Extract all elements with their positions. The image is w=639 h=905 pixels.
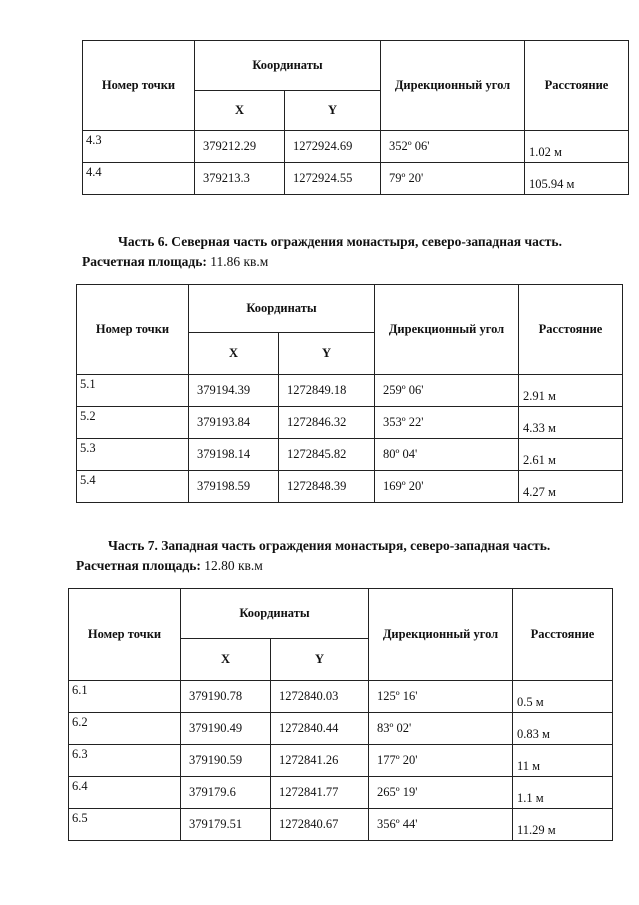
table-row <box>77 471 623 503</box>
cell-distance: 2.91 м <box>519 375 623 407</box>
header-x: X <box>195 91 285 131</box>
cell-y: 1272841.77 <box>271 777 369 809</box>
cell-distance: 11 м <box>513 745 613 777</box>
table-row <box>69 681 613 713</box>
cell-angle: 265º 19' <box>369 777 513 809</box>
cell-point: 5.2 <box>77 407 189 439</box>
header-y: Y <box>271 639 369 681</box>
area-label: Расчетная площадь: <box>82 254 207 269</box>
table-body <box>77 375 623 503</box>
header-distance: Расстояние <box>519 285 623 375</box>
cell-distance: 105.94 м <box>525 163 629 195</box>
cell-angle: 79º 20' <box>381 163 525 195</box>
part7-area <box>76 558 550 574</box>
table-row <box>83 131 629 163</box>
part6-area <box>82 254 562 270</box>
header-coords: Координаты <box>189 285 375 333</box>
cell-x: 379190.78 <box>181 681 271 713</box>
cell-x: 379179.6 <box>181 777 271 809</box>
table-row <box>77 439 623 471</box>
cell-x: 379212.29 <box>195 131 285 163</box>
cell-x: 379179.51 <box>181 809 271 841</box>
coordinates-table-part7 <box>68 588 613 841</box>
table-section-part5 <box>82 40 629 195</box>
cell-point: 6.3 <box>69 745 181 777</box>
table-body <box>83 131 629 195</box>
table-row <box>77 407 623 439</box>
header-point: Номер точки <box>83 41 195 131</box>
cell-distance: 11.29 м <box>513 809 613 841</box>
cell-y: 1272849.18 <box>279 375 375 407</box>
cell-angle: 125º 16' <box>369 681 513 713</box>
table-row <box>69 777 613 809</box>
cell-angle: 80º 04' <box>375 439 519 471</box>
area-value: 11.86 кв.м <box>210 254 269 269</box>
cell-point: 6.5 <box>69 809 181 841</box>
cell-y: 1272841.26 <box>271 745 369 777</box>
cell-point: 6.4 <box>69 777 181 809</box>
cell-point: 5.3 <box>77 439 189 471</box>
cell-distance: 0.5 м <box>513 681 613 713</box>
cell-x: 379198.59 <box>189 471 279 503</box>
cell-angle: 356º 44' <box>369 809 513 841</box>
table-body <box>69 681 613 841</box>
cell-x: 379193.84 <box>189 407 279 439</box>
cell-angle: 353º 22' <box>375 407 519 439</box>
header-point: Номер точки <box>77 285 189 375</box>
header-y: Y <box>279 333 375 375</box>
cell-y: 1272924.69 <box>285 131 381 163</box>
cell-angle: 352º 06' <box>381 131 525 163</box>
table-row <box>83 163 629 195</box>
table-row <box>77 375 623 407</box>
header-distance: Расстояние <box>513 589 613 681</box>
cell-y: 1272846.32 <box>279 407 375 439</box>
cell-point: 4.3 <box>83 131 195 163</box>
cell-distance: 1.02 м <box>525 131 629 163</box>
part6-heading: Часть 6. Северная часть ограждения монастыря, северо-западная часть. <box>118 234 562 249</box>
cell-y: 1272848.39 <box>279 471 375 503</box>
cell-y: 1272840.03 <box>271 681 369 713</box>
header-y: Y <box>285 91 381 131</box>
cell-y: 1272840.44 <box>271 713 369 745</box>
cell-angle: 259º 06' <box>375 375 519 407</box>
table-section-part7 <box>68 588 613 841</box>
part7-section <box>76 538 550 574</box>
cell-distance: 4.33 м <box>519 407 623 439</box>
header-distance: Расстояние <box>525 41 629 131</box>
cell-x: 379190.49 <box>181 713 271 745</box>
header-x: X <box>181 639 271 681</box>
header-angle: Дирекционный угол <box>375 285 519 375</box>
cell-distance: 1.1 м <box>513 777 613 809</box>
cell-x: 379198.14 <box>189 439 279 471</box>
header-angle: Дирекционный угол <box>381 41 525 131</box>
part6-section <box>82 234 562 270</box>
cell-point: 5.4 <box>77 471 189 503</box>
table-section-part6 <box>76 284 623 503</box>
header-angle: Дирекционный угол <box>369 589 513 681</box>
cell-angle: 177º 20' <box>369 745 513 777</box>
cell-x: 379190.59 <box>181 745 271 777</box>
coordinates-table-part6 <box>76 284 623 503</box>
area-value: 12.80 кв.м <box>204 558 263 573</box>
cell-point: 5.1 <box>77 375 189 407</box>
cell-distance: 2.61 м <box>519 439 623 471</box>
cell-y: 1272924.55 <box>285 163 381 195</box>
cell-y: 1272840.67 <box>271 809 369 841</box>
cell-distance: 4.27 м <box>519 471 623 503</box>
cell-x: 379194.39 <box>189 375 279 407</box>
cell-angle: 169º 20' <box>375 471 519 503</box>
cell-y: 1272845.82 <box>279 439 375 471</box>
header-coords: Координаты <box>195 41 381 91</box>
header-coords: Координаты <box>181 589 369 639</box>
cell-angle: 83º 02' <box>369 713 513 745</box>
cell-distance: 0.83 м <box>513 713 613 745</box>
table-row <box>69 745 613 777</box>
table-row <box>69 713 613 745</box>
part7-heading: Часть 7. Западная часть ограждения монастыря, северо-западная часть. <box>108 538 551 553</box>
table-row <box>69 809 613 841</box>
cell-point: 6.1 <box>69 681 181 713</box>
cell-point: 6.2 <box>69 713 181 745</box>
cell-x: 379213.3 <box>195 163 285 195</box>
coordinates-table-part5 <box>82 40 629 195</box>
header-point: Номер точки <box>69 589 181 681</box>
area-label: Расчетная площадь: <box>76 558 201 573</box>
header-x: X <box>189 333 279 375</box>
cell-point: 4.4 <box>83 163 195 195</box>
